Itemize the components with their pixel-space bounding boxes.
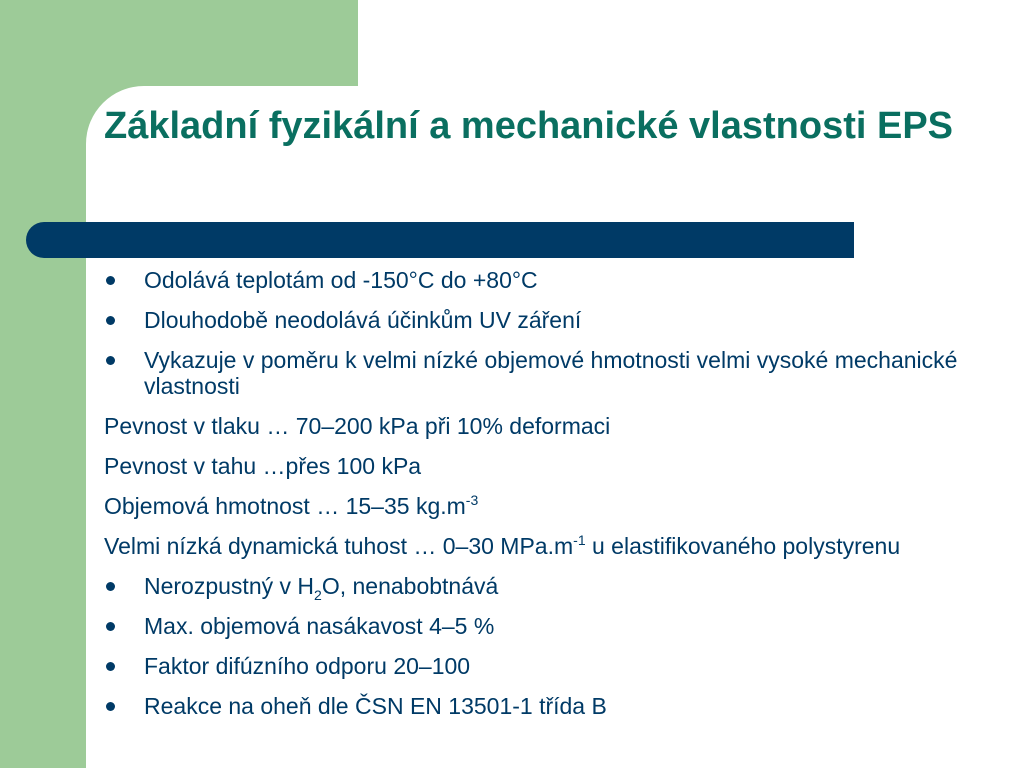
list-item-text: Nerozpustný v H (144, 573, 315, 599)
list-item-text: Dlouhodobě neodolává účinkům UV záření (144, 307, 582, 333)
list-item (104, 693, 1004, 719)
list-item-text: Odolává teplotám od -150°C do +80°C (144, 267, 538, 293)
slide-body (104, 264, 1004, 719)
list-item (104, 613, 1004, 639)
property-line (104, 413, 1004, 439)
property-text: Velmi nízká dynamická tuhost … 0–30 MPa.m (104, 533, 574, 559)
list-item (104, 267, 1004, 293)
property-line (104, 533, 1004, 559)
title-underline-bar (26, 222, 854, 258)
list-item (104, 653, 1004, 679)
list-item-text-continued: O, nenabobtnává (321, 573, 499, 599)
list-item (104, 347, 1004, 399)
property-line (104, 493, 1004, 519)
slide-title: Základní fyzikální a mechanické vlastnosti EPS (104, 105, 954, 147)
bullet-icon (106, 356, 115, 365)
property-text: Pevnost v tahu …přes 100 kPa (104, 453, 422, 479)
bullet-icon (106, 316, 115, 325)
bullet-icon (106, 582, 115, 591)
list-item-text: Max. objemová nasákavost 4–5 % (144, 613, 495, 639)
bullet-icon (106, 662, 115, 671)
property-text: Objemová hmotnost … 15–35 kg.m (104, 493, 466, 519)
list-item-text: Vykazuje v poměru k velmi nízké objemové hmotnosti velmi vysoké mechanické vlastnosti (144, 347, 958, 399)
bullet-icon (106, 622, 115, 631)
list-item (104, 573, 1004, 603)
list-item-text: Faktor difúzního odporu 20–100 (144, 653, 471, 679)
list-item-text: Reakce na oheň dle ČSN EN 13501-1 třída B (144, 693, 607, 719)
bullet-icon (106, 702, 115, 711)
bullet-icon (106, 276, 115, 285)
superscript: -3 (465, 492, 479, 509)
list-item (104, 307, 1004, 333)
property-text: Pevnost v tlaku … 70–200 kPa při 10% deformaci (104, 413, 611, 439)
property-text-continued: u elastifikovaného polystyrenu (585, 533, 901, 559)
superscript: -1 (573, 532, 586, 549)
property-line (104, 453, 1004, 479)
subscript: 2 (314, 586, 322, 603)
